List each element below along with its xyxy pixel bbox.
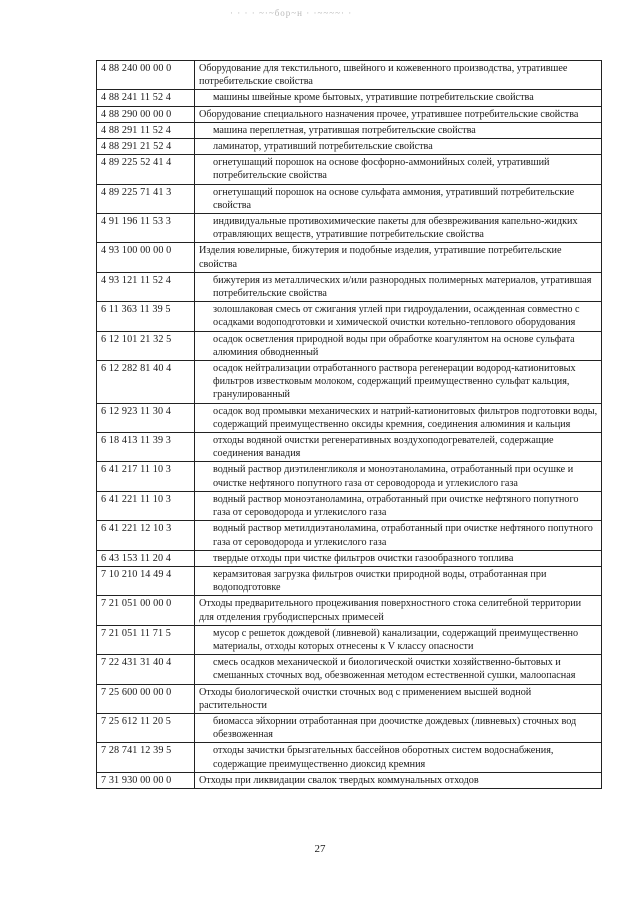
waste-code-cell: 6 18 413 11 39 3	[97, 433, 195, 462]
waste-code-cell: 7 22 431 31 40 4	[97, 655, 195, 684]
waste-code-cell: 4 89 225 52 41 4	[97, 155, 195, 184]
waste-code-cell: 7 21 051 11 71 5	[97, 625, 195, 654]
table-row	[97, 139, 602, 155]
table-row	[97, 625, 602, 654]
waste-description-cell: Отходы биологической очистки сточных вод с применением высшей водной растительности	[195, 684, 602, 713]
waste-description-cell: водный раствор моноэтаноламина, отработанный при очистке нефтяного попутного газа от сероводорода и углекислого газа	[195, 491, 602, 520]
table-row	[97, 433, 602, 462]
waste-description-cell: бижутерия из металлических и/или разнородных полимерных материалов, утратившая потребительские свойства	[195, 272, 602, 301]
waste-description-cell: осадок осветления природной воды при обработке коагулянтом на основе сульфата алюминия обводненный	[195, 331, 602, 360]
waste-code-cell: 4 89 225 71 41 3	[97, 184, 195, 213]
table-row	[97, 566, 602, 595]
waste-description-cell: золошлаковая смесь от сжигания углей при гидроудалении, осажденная совместно с осадками водоподготовки и химической очистки котельно-теплового оборудования	[195, 302, 602, 331]
table-row	[97, 184, 602, 213]
waste-code-cell: 4 88 291 11 52 4	[97, 122, 195, 138]
waste-code-cell: 7 21 051 00 00 0	[97, 596, 195, 625]
waste-description-cell: Оборудование специального назначения прочее, утратившее потребительские свойства	[195, 106, 602, 122]
table-row	[97, 272, 602, 301]
waste-description-cell: мусор с решеток дождевой (ливневой) канализации, содержащий преимущественно материалы, отходы которых отнесены к V классу опасности	[195, 625, 602, 654]
table-row	[97, 331, 602, 360]
table-row	[97, 214, 602, 243]
table-row	[97, 491, 602, 520]
table-row	[97, 106, 602, 122]
waste-description-cell: водный раствор метилдиэтаноламина, отработанный при очистке нефтяного попутного газа от сероводорода и углекислого газа	[195, 521, 602, 550]
table-row	[97, 550, 602, 566]
waste-code-cell: 4 88 291 21 52 4	[97, 139, 195, 155]
waste-code-cell: 6 41 217 11 10 3	[97, 462, 195, 491]
table-row	[97, 772, 602, 788]
page-header-stamp: · · · · ~·~бор~н · ·~~~~· ·	[230, 8, 353, 18]
waste-description-cell: Отходы предварительного процеживания поверхностного стока селитебной территории для отделения грубодисперсных примесей	[195, 596, 602, 625]
table-row	[97, 361, 602, 404]
waste-code-cell: 4 93 100 00 00 0	[97, 243, 195, 272]
waste-code-cell: 6 43 153 11 20 4	[97, 550, 195, 566]
table-row	[97, 155, 602, 184]
waste-code-cell: 6 41 221 11 10 3	[97, 491, 195, 520]
waste-code-cell: 6 12 282 81 40 4	[97, 361, 195, 404]
table-row	[97, 122, 602, 138]
waste-description-cell: биомасса эйхорнии отработанная при доочистке дождевых (ливневых) сточных вод обезвоженная	[195, 713, 602, 742]
waste-description-cell: машины швейные кроме бытовых, утратившие потребительские свойства	[195, 90, 602, 106]
waste-code-cell: 6 11 363 11 39 5	[97, 302, 195, 331]
waste-description-cell: твердые отходы при чистке фильтров очистки газообразного топлива	[195, 550, 602, 566]
waste-description-cell: Оборудование для текстильного, швейного и кожевенного производства, утратившее потребительские свойства	[195, 61, 602, 90]
waste-description-cell: Изделия ювелирные, бижутерия и подобные изделия, утратившие потребительские свойства	[195, 243, 602, 272]
table-row	[97, 684, 602, 713]
waste-code-cell: 4 88 290 00 00 0	[97, 106, 195, 122]
waste-description-cell: машина переплетная, утратившая потребительские свойства	[195, 122, 602, 138]
waste-description-cell: водный раствор диэтиленгликоля и моноэтаноламина, отработанный при осушке и очистке нефтяного попутного газа от сероводорода и углекислого газа	[195, 462, 602, 491]
waste-code-cell: 6 41 221 12 10 3	[97, 521, 195, 550]
waste-code-cell: 6 12 101 21 32 5	[97, 331, 195, 360]
table-row	[97, 462, 602, 491]
waste-description-cell: ламинатор, утративший потребительские свойства	[195, 139, 602, 155]
waste-description-cell: осадок вод промывки механических и натрий-катионитовых фильтров подготовки воды, содержащий преимущественно оксиды кремния, соединения алюминия и кальция	[195, 403, 602, 432]
page-number: 27	[314, 843, 326, 855]
waste-code-cell: 4 93 121 11 52 4	[97, 272, 195, 301]
table-row	[97, 90, 602, 106]
table-row	[97, 403, 602, 432]
waste-code-cell: 4 88 241 11 52 4	[97, 90, 195, 106]
waste-code-cell: 4 91 196 11 53 3	[97, 214, 195, 243]
waste-code-cell: 7 28 741 12 39 5	[97, 743, 195, 772]
waste-classifier-table	[96, 60, 602, 789]
waste-description-cell: керамзитовая загрузка фильтров очистки природной воды, отработанная при водоподготовке	[195, 566, 602, 595]
waste-code-cell: 7 31 930 00 00 0	[97, 772, 195, 788]
table-row	[97, 713, 602, 742]
table-row	[97, 243, 602, 272]
table-row	[97, 655, 602, 684]
waste-code-cell: 7 25 612 11 20 5	[97, 713, 195, 742]
waste-description-cell: огнетушащий порошок на основе фосфорно-аммонийных солей, утративший потребительские свойства	[195, 155, 602, 184]
waste-description-cell: индивидуальные противохимические пакеты для обезвреживания капельно-жидких отравляющих веществ, утратившие потребительские свойства	[195, 214, 602, 243]
waste-description-cell: Отходы при ликвидации свалок твердых коммунальных отходов	[195, 772, 602, 788]
waste-description-cell: огнетушащий порошок на основе сульфата аммония, утративший потребительские свойства	[195, 184, 602, 213]
table-row	[97, 302, 602, 331]
table-row	[97, 521, 602, 550]
waste-description-cell: осадок нейтрализации отработанного раствора регенерации водород-катионитовых фильтров известковым молоком, содержащий преимущественно сульфат кальция, гранулированный	[195, 361, 602, 404]
waste-code-cell: 6 12 923 11 30 4	[97, 403, 195, 432]
waste-description-cell: отходы водяной очистки регенеративных воздухоподогревателей, содержащие соединения ванадия	[195, 433, 602, 462]
table-row	[97, 596, 602, 625]
waste-code-cell: 4 88 240 00 00 0	[97, 61, 195, 90]
waste-code-cell: 7 25 600 00 00 0	[97, 684, 195, 713]
table-row	[97, 743, 602, 772]
waste-code-cell: 7 10 210 14 49 4	[97, 566, 195, 595]
waste-description-cell: отходы зачистки брызгательных бассейнов оборотных систем водоснабжения, содержащие преимущественно диоксид кремния	[195, 743, 602, 772]
table-row	[97, 61, 602, 90]
waste-description-cell: смесь осадков механической и биологической очистки хозяйственно-бытовых и смешанных сточных вод, обезвоженная методом естественной сушки, малоопасная	[195, 655, 602, 684]
